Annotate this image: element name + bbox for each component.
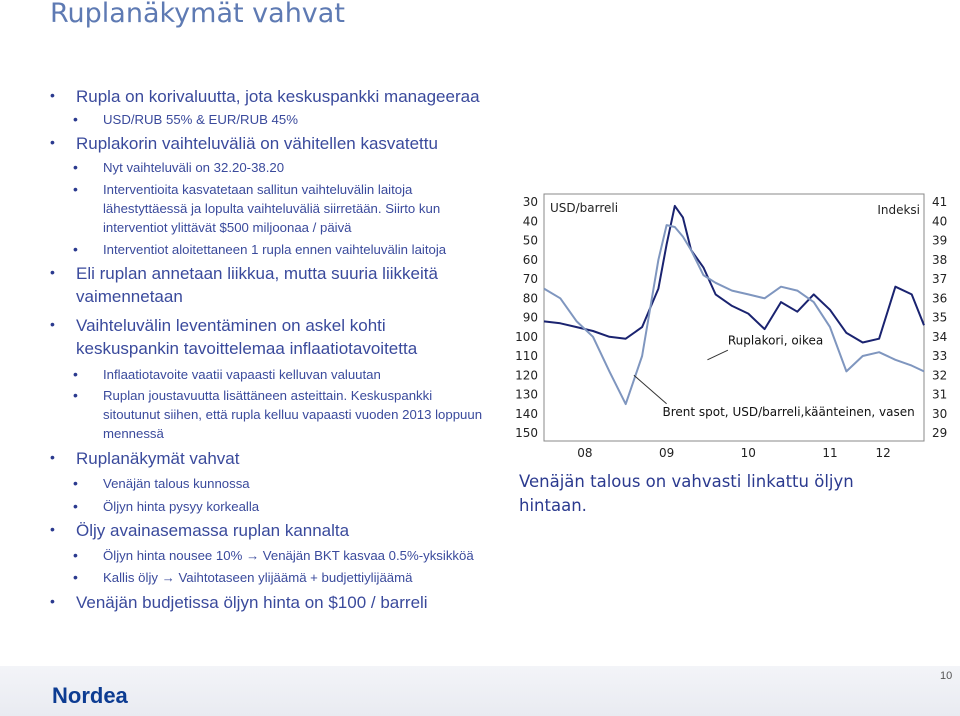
oil-ruble-chart [506,188,958,460]
x-tick-label: 11 [822,446,838,460]
bullet-text: Interventioita kasvatetaan sallitun vaihteluvälin laitoja [103,182,413,197]
right-tick-label: 38 [932,252,948,267]
bullet-text: Inflaatiotavoite vaatii vapaasti kelluvan valuutan [103,367,381,382]
bullet-icon: • [73,387,78,403]
right-tick-label: 39 [932,233,948,248]
bullet-text: Eli ruplan annetaan liikkua, mutta suuria liikkeitä [76,264,438,283]
bullet-text: vaimennetaan [76,287,183,306]
bullet-item [73,474,250,493]
bullet-icon: • [73,498,78,514]
bullet-item [50,521,350,541]
bullet-text: Öljyn hinta pysyy korkealla [103,499,260,514]
bullet-text: Rupla on korivaluutta, jota keskuspankki manageeraa [76,87,480,106]
bullet-icon: • [73,181,78,197]
left-tick-label: 40 [522,214,538,229]
left-tick-label: 150 [515,426,538,440]
bullet-item [73,497,260,516]
bullet-icon: • [50,87,55,103]
bullet-text: sitoutunut siihen, että rupla kelluu vapaasti vuoden 2013 loppuun [103,407,483,422]
left-tick-label: 70 [522,272,538,286]
right-tick-label: 37 [932,272,948,286]
bullet-icon: • [73,569,78,585]
bullet-item [73,386,433,405]
bullet-item [76,339,417,359]
bullet-text: Ruplanäkymät vahvat [76,449,240,468]
bullet-item [50,449,240,469]
bullet-item [50,87,480,107]
right-tick-label: 36 [932,291,948,306]
bullet-icon: • [50,264,55,280]
bullet-text: keskuspankin tavoittelemaa inflaatiotavoitetta [76,339,418,358]
bullet-icon: • [73,159,78,175]
annotation-pointer [707,350,727,360]
nordea-logo: Nordea [52,683,128,708]
caption-line: Venäjän talous on vahvasti linkattu öljyn [519,472,854,491]
right-tick-label: 30 [932,406,948,421]
ruble-basket-line [544,206,924,343]
bullet-item [103,405,482,424]
bullet-item [103,424,164,443]
bullet-item [76,287,183,307]
bullet-icon: • [73,241,78,257]
bullet-text: USD/RUB 55% & EUR/RUB 45% [103,112,298,127]
bullet-text: interventiot ylittävät $500 miljoonaa / päivä [103,220,352,235]
left-tick-label: 80 [522,291,538,306]
page-title: Ruplanäkymät vahvat [50,0,345,29]
bullet-item [73,568,413,587]
bullet-icon: • [50,316,55,332]
bullet-item [73,240,447,259]
bullet-text: lähestyttäessä ja lopulta vaihteluväliä siirretään. Siirto kun [103,201,441,216]
left-tick-label: 130 [515,387,538,402]
bullet-item [73,158,285,177]
bullet-text: Kallis öljy → Vaihtotaseen ylijäämä + budjettiylijäämä [103,570,413,585]
bullet-item [50,316,386,336]
bullet-item [50,593,428,613]
bullet-text: Venäjän budjetissa öljyn hinta on $100 / barreli [76,593,428,612]
bullet-icon: • [73,547,78,563]
left-tick-label: 30 [522,195,538,209]
bullet-text: Ruplakorin vaihteluväliä on vähitellen kasvatettu [76,134,438,153]
right-tick-label: 31 [932,387,948,402]
bullet-icon: • [73,366,78,382]
left-tick-label: 50 [522,233,538,248]
caption-line: hintaan. [519,496,587,515]
right-tick-label: 40 [932,214,948,229]
left-tick-label: 110 [515,349,538,363]
left-tick-label: 120 [515,368,538,383]
left-tick-label: 90 [522,310,538,325]
bullet-list [0,0,520,640]
annotation-ruplakori: Ruplakori, oikea [727,333,824,348]
bullet-item [73,180,413,199]
left-axis-label: USD/barreli [550,201,619,215]
right-tick-label: 29 [932,426,948,440]
page-number: 10 [940,670,953,682]
chart-caption [519,470,854,518]
bullet-text: Venäjän talous kunnossa [103,476,250,491]
bullet-icon: • [50,593,55,609]
bullet-item [73,546,474,565]
bullet-icon: • [50,521,55,537]
x-tick-label: 09 [658,446,675,460]
bullet-text: Öljyn hinta nousee 10% → Venäjän BKT kasvaa 0.5%-yksikköä [103,548,474,563]
bullet-item [103,218,352,237]
bullet-text: Interventiot aloitettaneen 1 rupla ennen vaihteluvälin laitoja [103,242,447,257]
right-tick-label: 32 [932,368,948,383]
right-tick-label: 35 [932,310,948,325]
bullet-item [103,199,440,218]
bullet-item [50,134,438,154]
brent-spot-line [544,225,924,404]
x-tick-label: 10 [740,446,756,460]
footer [0,666,960,716]
bullet-icon: • [50,449,55,465]
left-tick-label: 100 [515,329,538,344]
right-tick-label: 34 [932,329,948,344]
right-tick-label: 41 [932,195,948,209]
bullet-icon: • [50,134,55,150]
bullet-item [73,365,381,384]
right-axis-label: Indeksi [877,203,920,217]
left-tick-label: 60 [522,252,538,267]
bullet-icon: • [73,111,78,127]
bullet-item [73,110,298,129]
bullet-item [50,264,438,284]
x-tick-label: 08 [577,446,593,460]
bullet-icon: • [73,475,78,491]
bullet-text: mennessä [103,426,164,441]
bullet-text: Vaihteluvälin leventäminen on askel kohti [76,316,386,335]
left-tick-label: 140 [515,406,538,421]
bullet-text: Nyt vaihteluväli on 32.20-38.20 [103,160,285,175]
annotation-brent: Brent spot, USD/barreli,käänteinen, vasen [662,404,915,419]
right-tick-label: 33 [932,349,948,363]
bullet-text: Öljy avainasemassa ruplan kannalta [76,521,350,540]
bullet-text: Ruplan joustavuutta lisättäneen asteittain. Keskuspankki [103,388,433,403]
x-tick-label: 12 [875,446,891,460]
annotation-pointer [634,375,667,404]
